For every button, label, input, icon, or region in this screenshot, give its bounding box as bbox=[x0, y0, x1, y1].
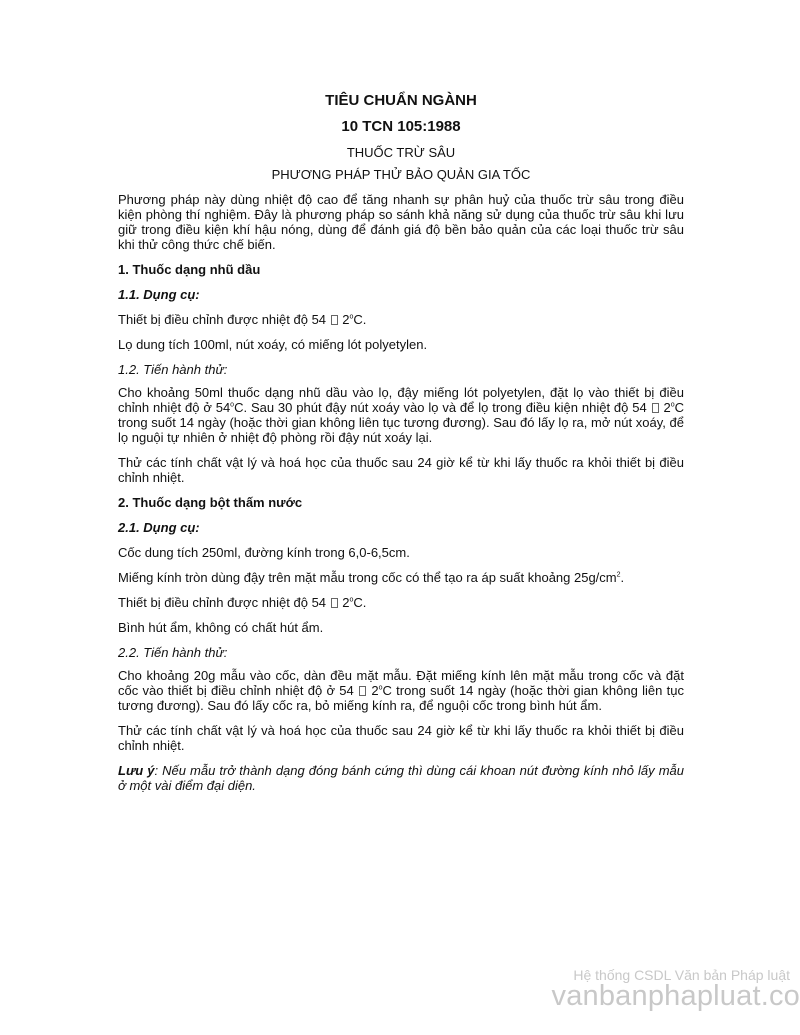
sec1-item1-text: Thiết bị điều chỉnh được nhiệt độ 54 bbox=[118, 312, 327, 327]
doc-title: TIÊU CHUẨN NGÀNH bbox=[325, 92, 477, 109]
missing-glyph-icon bbox=[359, 686, 366, 696]
sec1-proc-b: C. Sau 30 phút đậy nút xoáy vào lọ và để lọ trong điều kiện nhiệt độ 54 bbox=[234, 400, 647, 415]
sec2-sub2: 2.2. Tiến hành thử: bbox=[118, 645, 228, 660]
sec2-item3 bbox=[118, 595, 684, 610]
missing-glyph-icon bbox=[331, 598, 338, 608]
sec2-item4: Bình hút ẩm, không có chất hút ẩm. bbox=[118, 620, 324, 635]
doc-intro: Phương pháp này dùng nhiệt độ cao để tăng nhanh sự phân huỷ của thuốc trừ sâu trong điều kiện phòng thí nghiệm. Đây là phương pháp so sánh khả năng sử dụng của thuốc trừ sâu khi lưu giữ trong điều kiện khí hậu nóng, dùng để đánh giá độ bền bảo quản của các loại thuốc trừ sâu khi thử công thức chế biến. bbox=[118, 192, 684, 252]
sec1-test: Thử các tính chất vật lý và hoá học của thuốc sau 24 giờ kể từ khi lấy thuốc ra khỏi thiết bị điều chỉnh nhiệt. bbox=[118, 455, 684, 485]
watermark-site: vanbanphapluat.co bbox=[551, 980, 800, 1012]
sec2-sub1: 2.1. Dụng cụ: bbox=[118, 520, 200, 535]
missing-glyph-icon bbox=[331, 315, 338, 325]
sec1-item1 bbox=[118, 312, 684, 327]
sec2-item1: Cốc dung tích 250ml, đường kính trong 6,0-6,5cm. bbox=[118, 545, 410, 560]
degree-sup: o bbox=[230, 401, 235, 409]
sec2-proc-a: Cho khoảng 20g mẫu vào cốc, dàn đều mặt mẫu. Đặt miếng kính lên mặt mẫu trong cốc và đặt cốc vào thiết bị điều chỉnh nhiệt độ ở 54 bbox=[118, 668, 684, 698]
sec1-proc-a: Cho khoảng 50ml thuốc dạng nhũ dầu vào lọ, đậy miếng lót polyetylen, đặt lọ vào thiết bị điều chỉnh nhiệt độ ở 54 bbox=[118, 385, 684, 415]
sec2-item2-end: . bbox=[620, 570, 625, 585]
watermark-line1: Hệ thống CSDL Văn bản Pháp luật bbox=[573, 967, 790, 983]
sec2-item2 bbox=[118, 570, 684, 585]
degree-sup: o bbox=[670, 401, 675, 409]
sec1-heading: 1. Thuốc dạng nhũ dầu bbox=[118, 262, 261, 277]
sec2-item3-text: Thiết bị điều chỉnh được nhiệt độ 54 bbox=[118, 595, 327, 610]
sec1-proc-tol: 2 bbox=[663, 400, 671, 415]
sec1-item2: Lọ dung tích 100ml, nút xoáy, có miếng lót polyetylen. bbox=[118, 337, 428, 352]
sec1-sub2: 1.2. Tiến hành thử: bbox=[118, 362, 228, 377]
sec2-note bbox=[118, 763, 684, 793]
sec1-item1-tol: 2 bbox=[342, 312, 350, 327]
degree-sup: o bbox=[378, 684, 383, 692]
missing-glyph-icon bbox=[652, 403, 659, 413]
sec2-item2-text: Miếng kính tròn dùng đậy trên mặt mẫu trong cốc có thể tạo ra áp suất khoảng 25g/cm bbox=[118, 570, 617, 585]
sec2-proc-b: C trong suốt 14 ngày (hoặc thời gian không liên tục tương đương). Sau đó lấy cốc ra, bỏ miếng kính ra, để nguội cốc trong bình hút ẩm. bbox=[118, 683, 684, 713]
sec1-proc-c: C trong suốt 14 ngày (hoặc thời gian không liên tục tương đương). Sau đó lấy lọ ra, mở nút xoáy, để lọ nguội tự nhiên ở nhiệt độ phòng rồi đậy nút xoáy lại. bbox=[118, 400, 684, 445]
sec2-item3-unit: C. bbox=[353, 595, 367, 610]
sec2-proc bbox=[118, 668, 684, 713]
squared-sup: 2 bbox=[616, 571, 621, 579]
doc-code: 10 TCN 105:1988 bbox=[341, 118, 461, 135]
sec2-item3-tol: 2 bbox=[342, 595, 350, 610]
doc-method: PHƯƠNG PHÁP THỬ BẢO QUẢN GIA TỐC bbox=[271, 167, 531, 182]
note-text: : Nếu mẫu trở thành dạng đóng bánh cứng thì dùng cái khoan nút đường kính nhỏ lấy mẫu ở một vài điểm đại diện. bbox=[118, 763, 684, 793]
sec2-heading: 2. Thuốc dạng bột thấm nước bbox=[118, 495, 303, 510]
sec1-sub1: 1.1. Dụng cụ: bbox=[118, 287, 200, 302]
sec1-proc bbox=[118, 385, 684, 445]
doc-subject: THUỐC TRỪ SÂU bbox=[346, 145, 456, 160]
sec2-proc-tol: 2 bbox=[371, 683, 379, 698]
degree-sup: o bbox=[349, 313, 354, 321]
degree-sup: o bbox=[349, 596, 354, 604]
sec2-test: Thử các tính chất vật lý và hoá học của thuốc sau 24 giờ kể từ khi lấy thuốc ra khỏi thiết bị điều chỉnh nhiệt. bbox=[118, 723, 684, 753]
note-label: Lưu ý bbox=[118, 763, 155, 778]
sec1-item1-unit: C. bbox=[353, 312, 367, 327]
document-page bbox=[118, 92, 684, 793]
